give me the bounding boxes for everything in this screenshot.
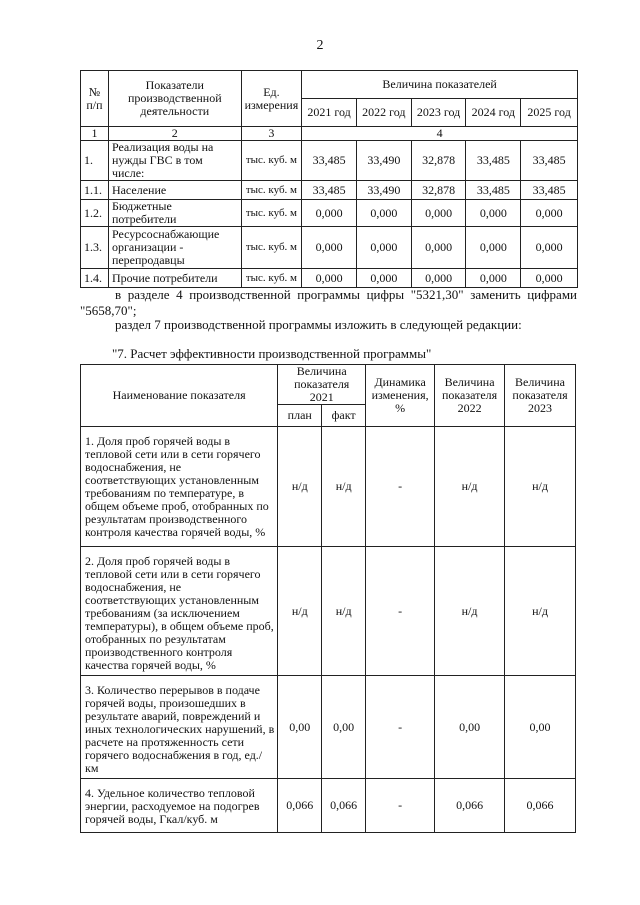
- row-plan: 0,00: [278, 676, 322, 779]
- col-number: 4: [302, 127, 578, 141]
- row-value: 33,485: [466, 141, 521, 181]
- header-year: 2025 год: [521, 99, 578, 127]
- row-value: 0,000: [356, 227, 411, 269]
- row-value: 0,000: [302, 200, 357, 227]
- row-dynamics: -: [366, 676, 435, 779]
- row-name: Население: [108, 181, 241, 200]
- row-name: Прочие потребители: [108, 269, 241, 288]
- row-value: 33,490: [356, 141, 411, 181]
- header-fact: факт: [322, 405, 366, 427]
- row-value-2023: 0,00: [505, 676, 576, 779]
- paragraph-amendment: в разделе 4 производственной программы цифры "5321,30" заменить цифрами "5658,70";: [80, 287, 577, 318]
- production-indicators-table: [80, 70, 578, 288]
- header-year: 2022 год: [356, 99, 411, 127]
- table-row: [81, 227, 578, 269]
- page-number: 2: [316, 38, 324, 53]
- table-row: [81, 547, 576, 676]
- row-unit: тыс. куб. м: [241, 141, 302, 181]
- row-value: 33,485: [521, 141, 578, 181]
- row-unit: тыс. куб. м: [241, 181, 302, 200]
- row-value-2023: 0,066: [505, 779, 576, 833]
- row-dynamics: -: [366, 779, 435, 833]
- header-value-2021: Величина показателя 2021: [278, 365, 366, 405]
- table-row: [81, 181, 578, 200]
- section-heading: "7. Расчет эффективности производственной программы": [112, 346, 432, 361]
- row-value: 0,000: [466, 269, 521, 288]
- col-number: 3: [241, 127, 302, 141]
- row-value: 33,485: [302, 141, 357, 181]
- row-plan: н/д: [278, 427, 322, 547]
- table-row: [81, 269, 578, 288]
- row-fact: н/д: [322, 547, 366, 676]
- row-name: 2. Доля проб горячей воды в тепловой сети или в сети горячего водоснабжения, не соответствующих установленным требованиям (за исключением температуры), в общем объеме проб, отобранных по результатам производственного контроля качества горячей воды, %: [81, 547, 278, 676]
- row-dynamics: -: [366, 547, 435, 676]
- header-year: 2023 год: [411, 99, 466, 127]
- row-value: 33,485: [466, 181, 521, 200]
- row-value: 32,878: [411, 141, 466, 181]
- header-value-2023: Величина показателя 2023: [505, 365, 576, 427]
- table-row: [81, 200, 578, 227]
- row-num: 1.2.: [81, 200, 109, 227]
- row-name: 4. Удельное количество тепловой энергии, расходуемое на подогрев горячей воды, Гкал/куб. м: [81, 779, 278, 833]
- row-num: 1.1.: [81, 181, 109, 200]
- table-row: [81, 676, 576, 779]
- row-name: Реализация воды на нужды ГВС в том числе:: [108, 141, 241, 181]
- row-name: Ресурсоснабжающие организации - перепродавцы: [108, 227, 241, 269]
- col-number: 2: [108, 127, 241, 141]
- row-dynamics: -: [366, 427, 435, 547]
- row-unit: тыс. куб. м: [241, 227, 302, 269]
- row-value: 33,490: [356, 181, 411, 200]
- row-value: 0,000: [411, 227, 466, 269]
- row-num: 1.3.: [81, 227, 109, 269]
- row-name: 3. Количество перерывов в подаче горячей воды, произошедших в результате аварий, повреждений и иных технологических нарушений, в расчете на протяженность сети горячего водоснабжения в год, ед./км: [81, 676, 278, 779]
- row-value: 0,000: [302, 227, 357, 269]
- header-values-group: Величина показателей: [302, 71, 578, 99]
- row-unit: тыс. куб. м: [241, 200, 302, 227]
- row-num: 1.: [81, 141, 109, 181]
- header-unit: Ед. измерения: [241, 71, 302, 127]
- row-value: 0,000: [411, 200, 466, 227]
- row-value: 32,878: [411, 181, 466, 200]
- header-name: Наименование показателя: [81, 365, 278, 427]
- header-indicator: Показатели производственной деятельности: [108, 71, 241, 127]
- efficiency-table: [80, 364, 576, 833]
- row-value: 0,000: [466, 200, 521, 227]
- header-num: № п/п: [81, 71, 109, 127]
- row-value-2023: н/д: [505, 547, 576, 676]
- row-value: 0,000: [521, 227, 578, 269]
- row-fact: н/д: [322, 427, 366, 547]
- header-value-2022: Величина показателя 2022: [435, 365, 505, 427]
- row-value: 0,000: [466, 227, 521, 269]
- row-name: Бюджетные потребители: [108, 200, 241, 227]
- row-num: 1.4.: [81, 269, 109, 288]
- row-unit: тыс. куб. м: [241, 269, 302, 288]
- row-fact: 0,00: [322, 676, 366, 779]
- row-plan: н/д: [278, 547, 322, 676]
- row-value-2022: н/д: [435, 547, 505, 676]
- row-value: 0,000: [302, 269, 357, 288]
- row-value: 0,000: [356, 200, 411, 227]
- row-value-2022: н/д: [435, 427, 505, 547]
- table-row: [81, 779, 576, 833]
- table-row: [81, 427, 576, 547]
- row-value: 0,000: [521, 269, 578, 288]
- row-value-2022: 0,066: [435, 779, 505, 833]
- header-dynamics: Динамика изменения, %: [366, 365, 435, 427]
- row-value-2023: н/д: [505, 427, 576, 547]
- col-number: 1: [81, 127, 109, 141]
- row-value: 0,000: [521, 200, 578, 227]
- header-year: 2021 год: [302, 99, 357, 127]
- row-value: 33,485: [521, 181, 578, 200]
- header-year: 2024 год: [466, 99, 521, 127]
- paragraph-section7: раздел 7 производственной программы изложить в следующей редакции:: [115, 317, 522, 332]
- row-plan: 0,066: [278, 779, 322, 833]
- row-fact: 0,066: [322, 779, 366, 833]
- row-value: 0,000: [356, 269, 411, 288]
- row-value-2022: 0,00: [435, 676, 505, 779]
- header-plan: план: [278, 405, 322, 427]
- row-value: 0,000: [411, 269, 466, 288]
- table-row: [81, 141, 578, 181]
- row-name: 1. Доля проб горячей воды в тепловой сети или в сети горячего водоснабжения, не соответствующих установленным требованиям по температуре, в общем объеме проб, отобранных по результатам производственного контроля качества горячей воды, %: [81, 427, 278, 547]
- row-value: 33,485: [302, 181, 357, 200]
